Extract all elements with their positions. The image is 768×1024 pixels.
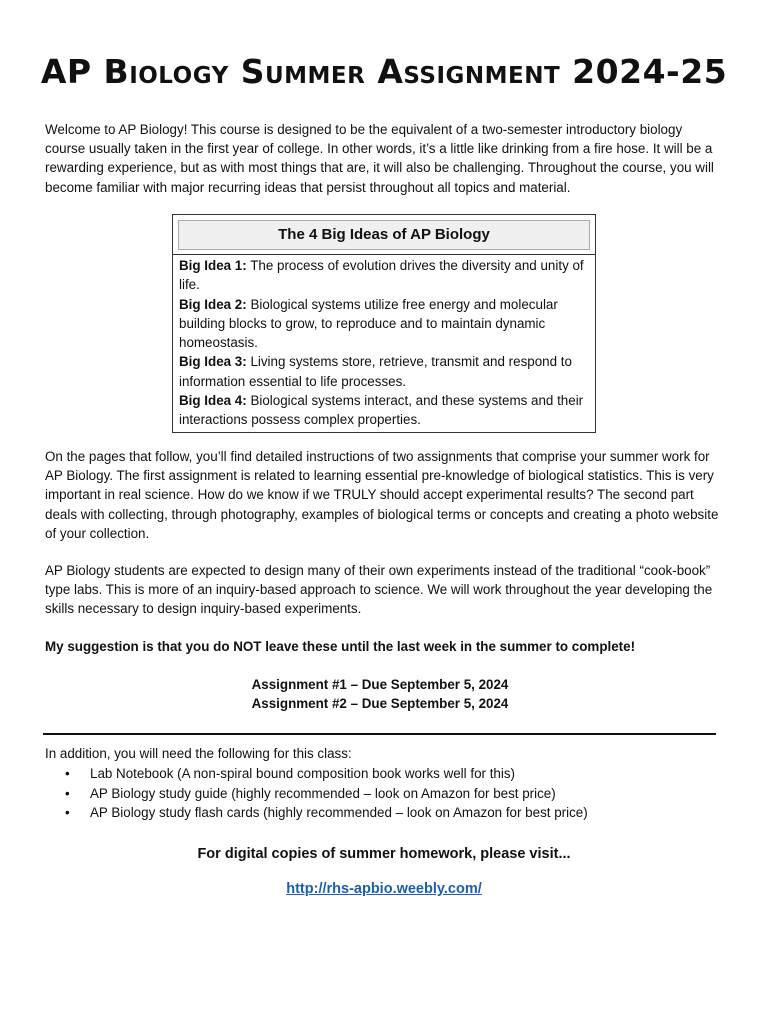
big-idea-text: Biological systems utilize free energy and molecular building blocks to grow, to reproduce and to maintain dynamic homeostasis. <box>179 296 558 351</box>
assignments-paragraph: On the pages that follow, you’ll find detailed instructions of two assignments that comprise your summer work for AP Biology. The first assignment is related to learning essential pre-knowledge of biological statistics. This is very important in real science. How do we know if we TRULY should accept experimental results? The second part deals with collecting, through photography, examples of biological terms or concepts and creating a photo website of your collection. <box>45 449 719 541</box>
bullet-icon: • <box>65 805 70 820</box>
supplies-list <box>45 764 725 823</box>
big-idea-item <box>179 295 591 353</box>
list-item <box>45 803 725 823</box>
big-ideas-heading: The 4 Big Ideas of AP Biology <box>178 220 590 250</box>
big-ideas-box <box>172 214 596 433</box>
big-idea-label: Big Idea 4: <box>179 393 247 409</box>
big-idea-label: Big Idea 3: <box>179 354 247 370</box>
big-idea-item <box>179 352 591 391</box>
big-idea-item <box>179 391 591 430</box>
supply-text: AP Biology study flash cards (highly recommended – look on Amazon for best price) <box>90 805 588 820</box>
big-idea-text: Biological systems interact, and these systems and their interactions possess complex properties. <box>179 393 584 428</box>
bullet-icon: • <box>65 785 70 801</box>
supplies-intro: In addition, you will need the following for this class: <box>45 746 352 761</box>
homework-website-link[interactable]: http://rhs-apbio.weebly.com/ <box>286 881 482 897</box>
assignment-2-due: Assignment #2 – Due September 5, 2024 <box>251 696 509 711</box>
section-divider <box>43 733 716 735</box>
intro-paragraph: Welcome to AP Biology! This course is designed to be the equivalent of a two-semester introductory biology course usually taken in the first year of college. In other words, it’s a little like drinking from a fire hose. It will be a rewarding experience, but as with most things that are, it will also be challenging. Throughout the course, you will become familiar with major recurring ideas that persist throughout all topics and material. <box>45 122 714 195</box>
big-idea-label: Big Idea 2: <box>179 296 247 312</box>
big-ideas-list <box>173 255 595 432</box>
big-idea-text: Living systems store, retrieve, transmit and respond to information essential to life processes. <box>179 354 572 389</box>
bullet-icon: • <box>65 766 70 781</box>
page-title: AP Biology Summer Assignment 2024-25 <box>40 52 728 91</box>
inquiry-paragraph: AP Biology students are expected to design many of their own experiments instead of the traditional “cook-book” type labs. This is more of an inquiry-based approach to science. We will work throughout the year developing the skills necessary to design inquiry-based experiments. <box>45 563 713 617</box>
digital-copies-text: For digital copies of summer homework, please visit... <box>197 846 571 862</box>
supply-text: Lab Notebook (A non-spiral bound composition book works well for this) <box>90 766 516 781</box>
supply-text: AP Biology study guide (highly recommended – look on Amazon for best price) <box>90 785 556 801</box>
big-idea-item <box>179 256 591 295</box>
big-idea-text: The process of evolution drives the diversity and unity of life. <box>179 258 584 293</box>
list-item <box>45 764 725 784</box>
big-idea-label: Big Idea 1: <box>179 258 247 273</box>
assignment-1-due: Assignment #1 – Due September 5, 2024 <box>251 677 509 692</box>
list-item <box>45 784 725 804</box>
suggestion-text: My suggestion is that you do NOT leave these until the last week in the summer to complete! <box>45 639 636 654</box>
